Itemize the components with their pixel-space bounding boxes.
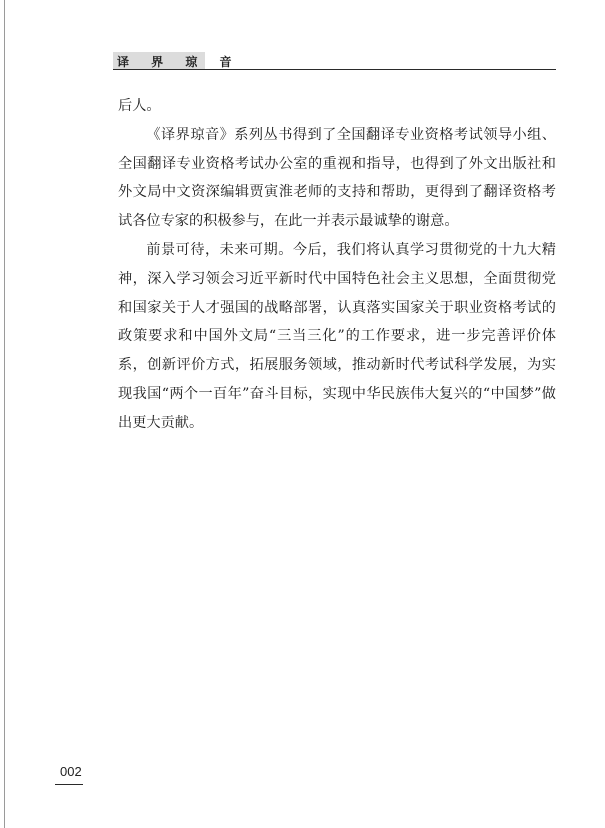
header-rule	[113, 69, 556, 70]
running-header-title: 译 界 琼 音	[117, 55, 241, 69]
paragraph-acknowledgement: 《译界琼音》系列丛书得到了全国翻译专业资格考试领导小组、全国翻译专业资格考试办公室的重视和指导，也得到了外文出版社和外文局中文资深编辑贾寅淮老师的支持和帮助，更得到了翻译资格考试各位专家的积极参与，在此一并表示最诚挚的谢意。	[118, 126, 556, 230]
page-number: 002	[60, 764, 82, 779]
page-spine-line	[4, 0, 5, 828]
paragraph-outlook: 前景可待，未来可期。今后，我们将认真学习贯彻党的十九大精神，深入学习领会习近平新时代中国特色社会主义思想，全面贯彻党和国家关于人才强国的战略部署，认真落实国家关于职业资格考试的政策要求和中国外文局“三当三化”的工作要求，进一步完善评价体系，创新评价方式，拓展服务领域，推动新时代考试科学发展，为实现我国“两个一百年”奋斗目标，实现中华民族伟大复兴的“中国梦”做出更大贡献。	[118, 241, 556, 431]
paragraph-continuation: 后人。	[118, 98, 161, 114]
footer-rule	[55, 784, 83, 785]
body-text	[118, 92, 556, 438]
